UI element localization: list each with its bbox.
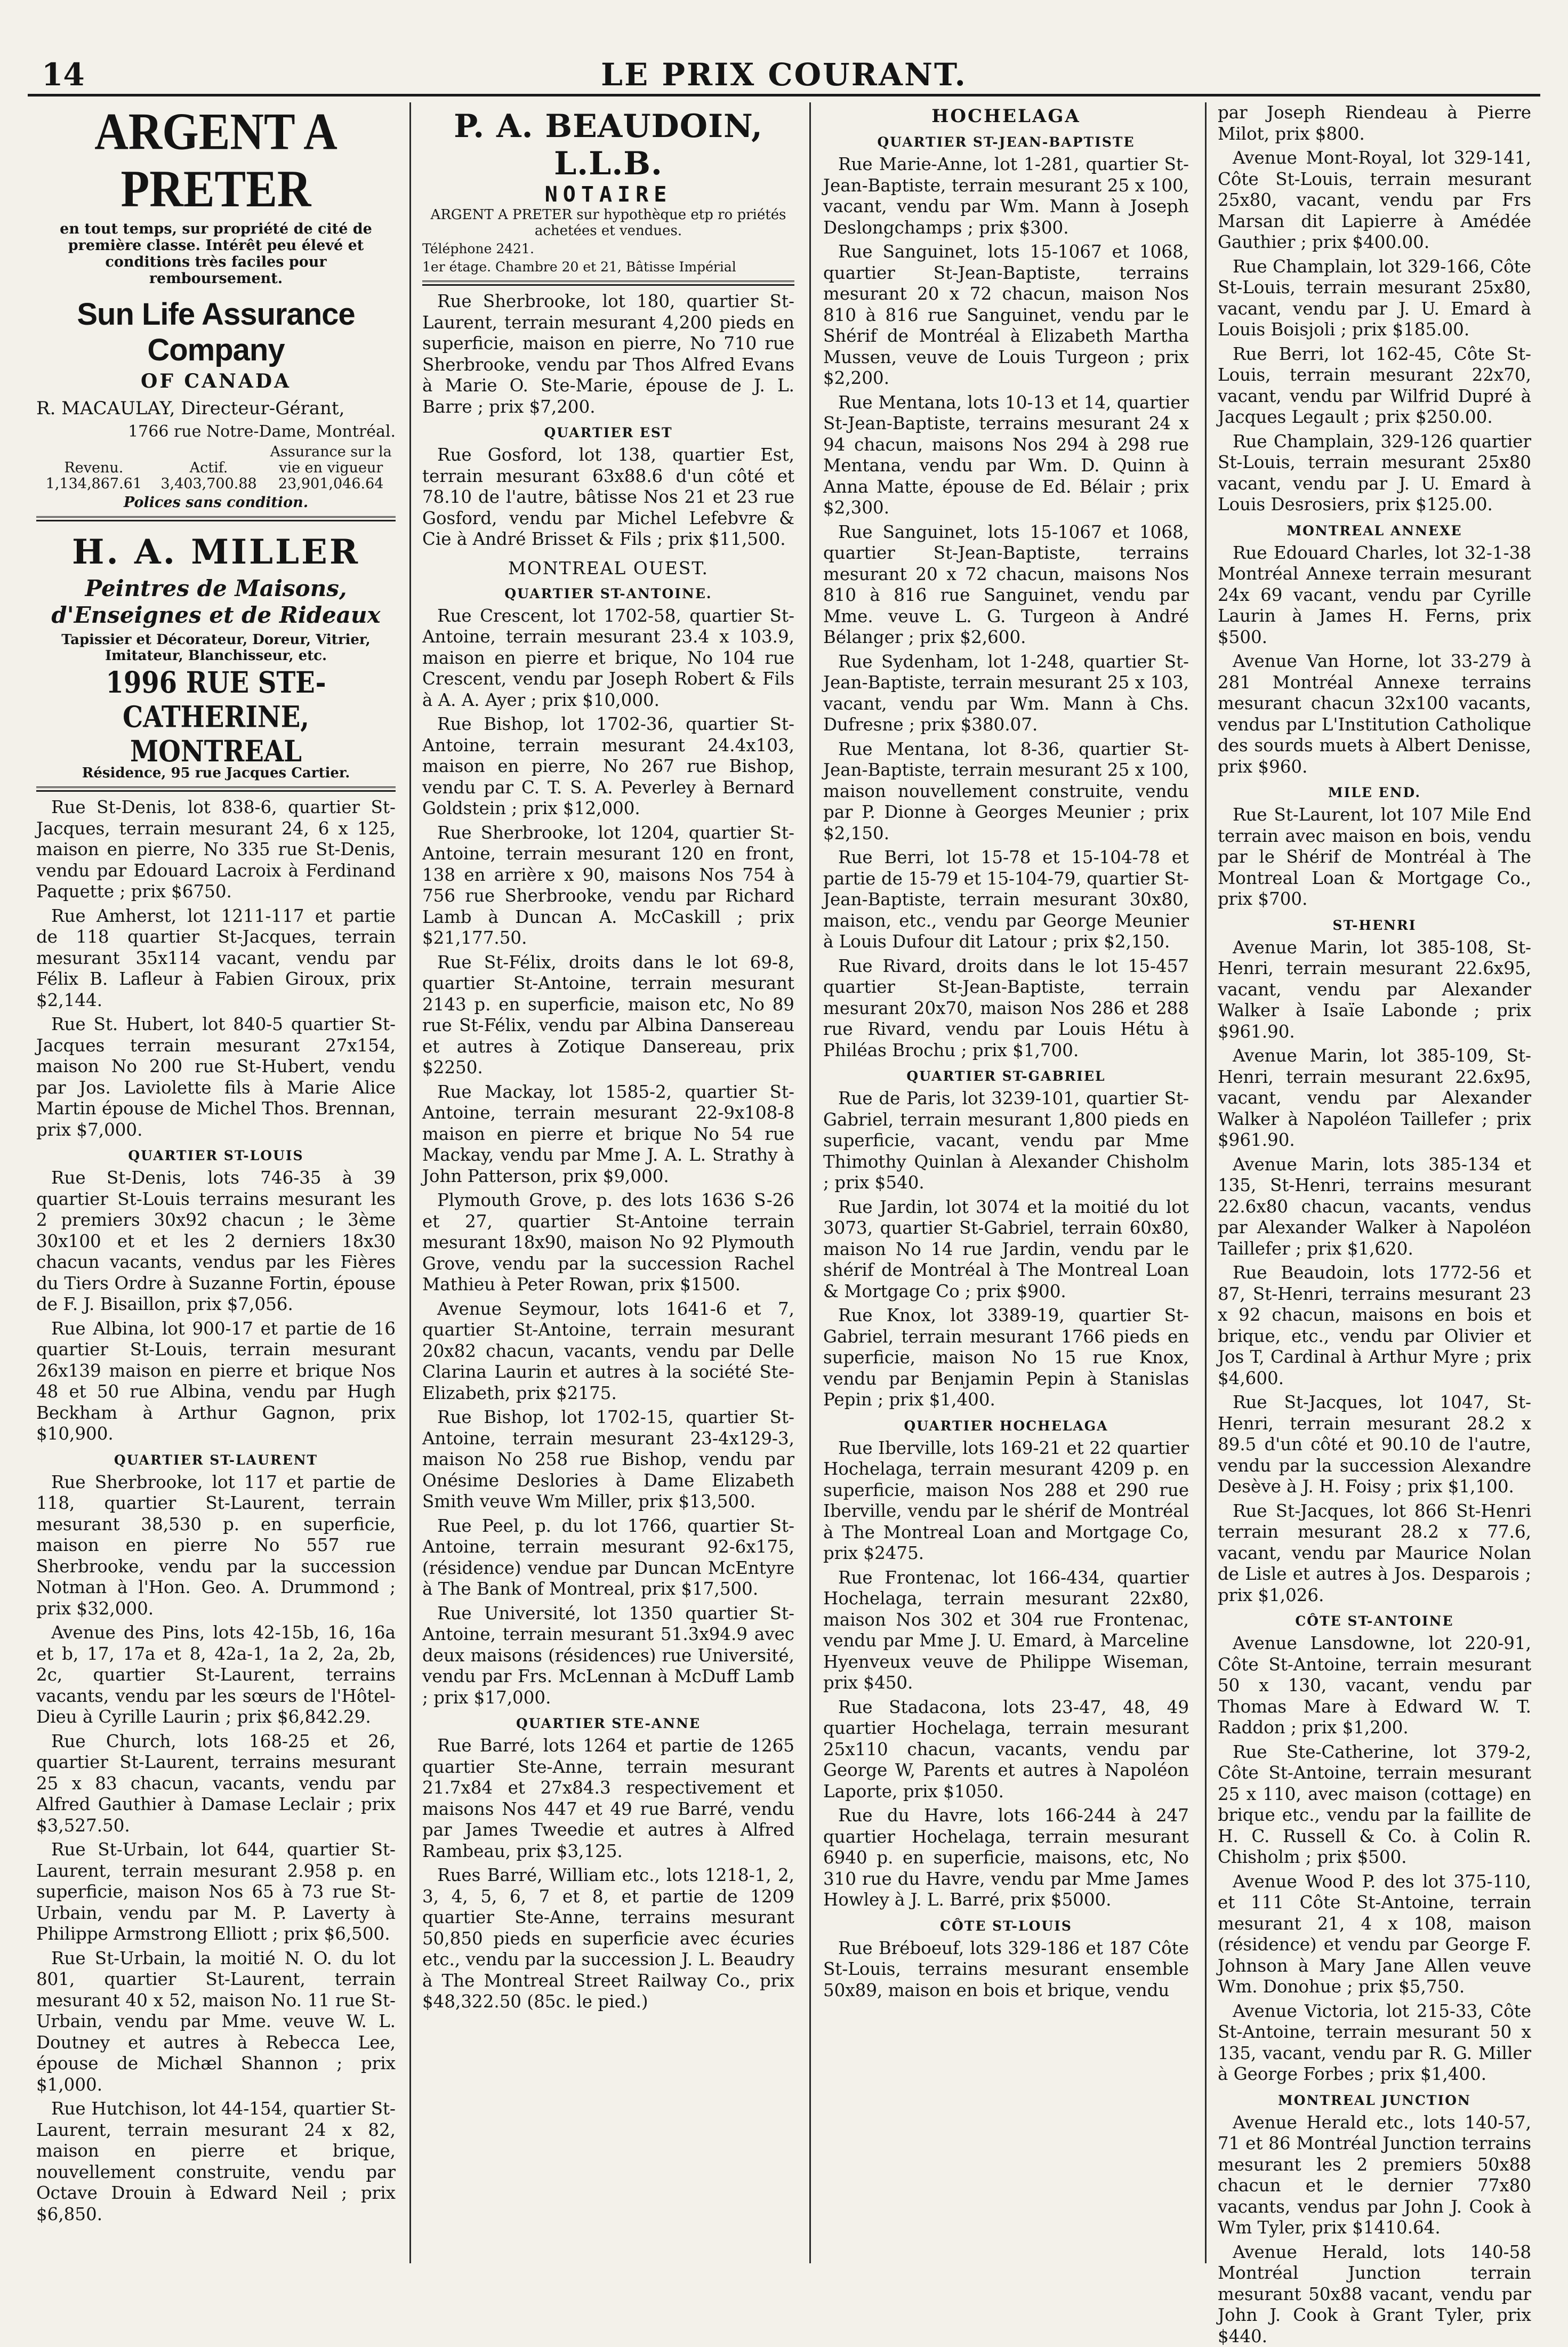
ad-text: en tout temps, sur propriété de cité de première classe. Intérêt peu élevé et conditions très faciles pour remboursement.: [41, 221, 391, 287]
ad-company-of: OF CANADA: [36, 370, 396, 392]
ad-headline: ARGENT A PRETER: [36, 103, 396, 218]
listing-entry: Plymouth Grove, p. des lots 1636 S-26 et 27, quartier St-Antoine terrain mesurant 18x90, maison No 92 Plymouth Grove, vendu par la succession Rachel Mathieu à Peter Rowan, prix $1500.: [422, 1190, 794, 1296]
listing-entry: Avenue Lansdowne, lot 220-91, Côte St-Antoine, terrain mesurant 50 x 130, vacant, vendu par Thomas Mare à Edward W. T. Raddon ; prix $1,200.: [1218, 1633, 1531, 1739]
beaudoin-title: NOTAIRE: [422, 182, 794, 207]
listing-entry: Rue Ste-Catherine, lot 379-2, Côte St-Antoine, terrain mesurant 25 x 110, avec maison (cottage) en brique etc., vendu par la faillite de H. C. Russell & Co. à Colin R. Chisholm ; prix $500.: [1218, 1742, 1531, 1868]
listing-entry: Rue St. Hubert, lot 840-5 quartier St-Jacques terrain mesurant 27x154, maison No 200 rue St-Hubert, vendu par Jos. Laviolette fils à Marie Alice Martin épouse de Michel Thos. Brennan, prix $7,000.: [36, 1014, 396, 1140]
listing-entry: Rue de Paris, lot 3239-101, quartier St-Gabriel, terrain mesurant 1,800 pieds en superficie, vacant, vendu par Mme Thimothy Quinlan à Alexander Chisholm ; prix $540.: [823, 1088, 1189, 1194]
listing-entry: Avenue Victoria, lot 215-33, Côte St-Antoine, terrain mesurant 50 x 135, vacant, vendu par R. G. Miller à George Forbes ; prix $1,400.: [1218, 2001, 1531, 2085]
fin-head-revenu: Revenu.: [36, 444, 151, 476]
ad-argent: [36, 110, 396, 511]
section-heading: QUARTIER STE-ANNE: [422, 1716, 794, 1731]
miller-sub: Tapissier et Décorateur, Doreur, Vitrier, Imitateur, Blanchisseur, etc.: [36, 632, 396, 664]
section-heading: QUARTIER ST-ANTOINE.: [422, 586, 794, 601]
listing-entry: Rue Sanguinet, lots 15-1067 et 1068, quartier St-Jean-Baptiste, terrains mesurant 20 x 72 chacun, maisons Nos 810 à 816 rue Sanguinet, vendu par Mme. veuve L. G. Turgeon à André Bélanger ; prix $2,600.: [823, 522, 1189, 648]
listing-entry: Rue Sydenham, lot 1-248, quartier St-Jean-Baptiste, terrain mesurant 25 x 103, vacant, vendu par Wm. Mann à Chs. Dufresne ; prix $380.07.: [823, 652, 1189, 736]
listing-entry: Rue St-Félix, droits dans le lot 69-8, quartier St-Antoine, terrain mesurant 2143 p. en superficie, maison etc, No 89 rue St-Félix, vendu par Albina Dansereau et autres à Zotique Dansereau, prix $2250.: [422, 952, 794, 1079]
district-heading: HOCHELAGA: [823, 106, 1189, 127]
listing-entry: Rue Champlain, lot 329-166, Côte St-Louis, terrain mesurant 25x80, vacant, vendu par J. U. Emard à Louis Boisjoli ; prix $185.00.: [1218, 256, 1531, 341]
ad-miller: [36, 532, 396, 781]
listing-entry: Avenue des Pins, lots 42-15b, 16, 16a et b, 17, 17a et 8, 42a-1, 1a 2, 2a, 2b, 2c, quartier St-Laurent, terrains vacants, vendu par les sœurs de l'Hôtel-Dieu à Cyrille Laurin ; prix $6,842.29.: [36, 1622, 396, 1728]
column-3: [815, 102, 1197, 2263]
listing-entry: Rue Jardin, lot 3074 et la moitié du lot 3073, quartier St-Gabriel, terrain 60x80, maison No 14 rue Jardin, vendu par le shérif de Montréal à The Montreal Loan & Mortgage Co ; prix $900.: [823, 1197, 1189, 1303]
listing-entry: Rue Rivard, droits dans le lot 15-457 quartier St-Jean-Baptiste, terrain mesurant 20x70, maison Nos 286 et 288 rue Rivard, vendu par Louis Hétu à Philéas Brochu ; prix $1,700.: [823, 956, 1189, 1062]
column-4-entries: [1218, 102, 1531, 2347]
section-heading: CÔTE ST-LOUIS: [823, 1918, 1189, 1934]
listing-entry: Rue Sherbrooke, lot 117 et partie de 118, quartier St-Laurent, terrain mesurant 38,530 p. en superficie, maison en pierre No 557 rue Sherbrooke, vendu par la succession Notman à l'Hon. Geo. A. Drummond ; prix $32,000.: [36, 1472, 396, 1620]
miller-address: 1996 RUE STE-CATHERINE, MONTREAL: [36, 665, 396, 768]
section-heading: MILE END.: [1218, 785, 1531, 800]
fin-val-revenu: 1,134,867.61: [36, 476, 151, 492]
section-heading: ST-HENRI: [1218, 918, 1531, 933]
listing-entry: Avenue Van Horne, lot 33-279 à 281 Montréal Annexe terrains mesurant chacun 32x100 vacants, vendus par L'Institution Catholique des sourds muets à Albert Denisse, prix $960.: [1218, 651, 1531, 777]
beaudoin-line: ARGENT A PRETER sur hypothèque etp ro priétés achetées et vendues.: [422, 207, 794, 239]
listing-entry: Rue Edouard Charles, lot 32-1-38 Montréal Annexe terrain mesurant 24x 69 vacant, vendu par Cyrille Laurin à James H. Ferns, prix $500.: [1218, 543, 1531, 648]
ad-address: 1766 rue Notre-Dame, Montréal.: [36, 422, 396, 441]
listing-entry: Rue St-Denis, lot 838-6, quartier St-Jacques, terrain mesurant 24, 6 x 125, maison en pierre, No 335 rue St-Denis, vendu par Edouard Lacroix à Ferdinand Paquette ; prix $6750.: [36, 797, 396, 903]
listing-entry: Rue Sanguinet, lots 15-1067 et 1068, quartier St-Jean-Baptiste, terrains mesurant 20 x 72 chacun, maison Nos 810 à 816 rue Sanguinet, vendu par le Shérif de Montréal à Elizabeth Martha Mussen, veuve de Louis Turgeon ; prix $2,200.: [823, 242, 1189, 389]
listing-entry: Rue Iberville, lots 169-21 et 22 quartier Hochelaga, terrain mesurant 4209 p. en superficie, maison Nos 288 et 290 rue Iberville, vendu par le shérif de Montréal à The Montreal Loan and Mortgage Co, prix $2475.: [823, 1438, 1189, 1564]
listing-entry: Rue du Havre, lots 166-244 à 247 quartier Hochelaga, terrain mesurant 6940 p. en superficie, maisons, etc, No 310 rue du Havre, vendu par Mme James Howley à J. L. Barré, prix $5000.: [823, 1805, 1189, 1911]
page-header: [28, 51, 1540, 94]
fin-head-actif: Actif.: [151, 444, 267, 476]
beaudoin-phone: Téléphone 2421.: [422, 241, 794, 257]
fin-val-assurance: 23,901,046.64: [266, 476, 396, 492]
fin-val-actif: 3,403,700.88: [151, 476, 267, 492]
listing-entry: Rue Sherbrooke, lot 180, quartier St-Laurent, terrain mesurant 4,200 pieds en superficie, maison en pierre, No 710 rue Sherbrooke, vendu par Thos Alfred Evans à Marie O. Ste-Marie, épouse de J. L. Barre ; prix $7,200.: [422, 291, 794, 417]
listing-entry: Rue Berri, lot 162-45, Côte St-Louis, terrain mesurant 22x70, vacant, vendu par Wilfrid Dupré à Jacques Legault ; prix $250.00.: [1218, 344, 1531, 428]
header-rule: [28, 94, 1540, 97]
listing-entry: Rue Crescent, lot 1702-58, quartier St-Antoine, terrain mesurant 23.4 x 103.9, maison en pierre et brique, No 104 rue Crescent, vendu par Joseph Robert & Fils à A. A. Ayer ; prix $10,000.: [422, 606, 794, 711]
listing-entry: Avenue Seymour, lots 1641-6 et 7, quartier St-Antoine, terrain mesurant 20x82 chacun, vacants, vendu par Delle Clarina Laurin et autres à la société Ste-Elizabeth, prix $2175.: [422, 1299, 794, 1404]
listing-entry: Rue Albina, lot 900-17 et partie de 16 quartier St-Louis, terrain mesurant 26x139 maison en pierre et brique Nos 48 et 50 rue Albina, vendu par Hugh Beckham à Arthur Gagnon, prix $10,900.: [36, 1319, 396, 1445]
listing-entry: Rue St-Urbain, la moitié N. O. du lot 801, quartier St-Laurent, terrain mesurant 40 x 52, maison No. 11 rue St-Urbain, vendu par Mme. veuve W. L. Doutney et autres à Rebecca Lee, épouse de Michæl Shannon ; prix $1,000.: [36, 1948, 396, 2096]
listing-entry: par Joseph Riendeau à Pierre Milot, prix $800.: [1218, 102, 1531, 144]
section-heading: MONTREAL JUNCTION: [1218, 2093, 1531, 2108]
listing-entry: Rue Bréboeuf, lots 329-186 et 187 Côte St-Louis, terrains mesurant ensemble 50x89, maison en bois et brique, vendu: [823, 1938, 1189, 2002]
section-heading: QUARTIER ST-GABRIEL: [823, 1068, 1189, 1084]
listing-entry: Avenue Marin, lot 385-108, St-Henri, terrain mesurant 22.6x95, vacant, vendu par Alexander Walker à Isaïe Labonde ; prix $961.90.: [1218, 937, 1531, 1043]
beaudoin-name: P. A. BEAUDOIN, L.L.B.: [422, 108, 794, 182]
ad-director: R. MACAULAY, Directeur-Gérant,: [36, 398, 396, 419]
section-heading: QUARTIER ST-LOUIS: [36, 1148, 396, 1163]
fin-head-assurance: Assurance sur la vie en vigueur: [266, 444, 396, 476]
listing-entry: Avenue Herald etc., lots 140-57, 71 et 86 Montréal Junction terrains mesurant les 2 premiers 50x88 chacun et le dernier 77x80 vacants, vendus par John J. Cook à Wm Tyler, prix $1410.64.: [1218, 2112, 1531, 2239]
listing-entry: Rue Frontenac, lot 166-434, quartier Hochelaga, terrain mesurant 22x80, maison Nos 302 et 304 rue Frontenac, vendu par Mme J. U. Emard, à Marceline Hyenveux veuve de Philippe Wiseman, prix $450.: [823, 1568, 1189, 1694]
listing-entry: Avenue Marin, lots 385-134 et 135, St-Henri, terrains mesurant 22.6x80 chacun, vacants, vendus par Alexander Walker à Napoléon Taillefer ; prix $1,620.: [1218, 1154, 1531, 1260]
miller-trade: Peintres de Maisons, d'Enseignes et de Rideaux: [36, 575, 396, 629]
listing-entry: Rue Sherbrooke, lot 1204, quartier St-Antoine, terrain mesurant 120 en front, 138 en arrière x 90, maisons Nos 754 à 756 rue Sherbrooke, vendu par Richard Lamb à Duncan A. McCaskill ; prix $21,177.50.: [422, 823, 794, 949]
section-heading: QUARTIER EST: [422, 425, 794, 440]
section-heading: QUARTIER ST-JEAN-BAPTISTE: [823, 134, 1189, 150]
listing-entry: Rue St-Denis, lots 746-35 à 39 quartier St-Louis terrains mesurant les 2 premiers 30x92 chacun ; le 3ème 30x100 et et les 2 derniers 18x30 chacun vacants, vendus par les Fières du Tiers Ordre à Suzanne Fortin, épouse de F. J. Bisaillon, prix $7,056.: [36, 1168, 396, 1315]
page-number: 14: [42, 57, 85, 93]
listing-entry: Rue Knox, lot 3389-19, quartier St-Gabriel, terrain mesurant 1766 pieds en superficie, maison No 15 rue Knox, vendu par Benjamin Pepin à Stanislas Pepin ; prix $1,400.: [823, 1305, 1189, 1411]
listing-entry: Rue Bishop, lot 1702-36, quartier St-Antoine, terrain mesurant 24.4x103, maison en pierre, No 267 rue Bishop, vendu par C. T. S. A. Peverley à Bernard Goldstein ; prix $12,000.: [422, 714, 794, 819]
listing-entry: Rue Mentana, lot 8-36, quartier St-Jean-Baptiste, terrain mesurant 25 x 100, maison nouvellement construite, vendu par P. Dionne à Georges Meunier ; prix $2,150.: [823, 739, 1189, 845]
listing-entry: Rue Bishop, lot 1702-15, quartier St-Antoine, terrain mesurant 23-4x129-3, maison No 258 rue Bishop, vendu par Onésime Deslories à Dame Elizabeth Smith veuve Wm Miller, prix $13,500.: [422, 1407, 794, 1513]
miller-residence: Résidence, 95 rue Jacques Cartier.: [36, 765, 396, 781]
ad-financials: [36, 444, 396, 492]
column-1: [28, 102, 404, 2263]
listing-entry: Rues Barré, William etc., lots 1218-1, 2, 3, 4, 5, 6, 7 et 8, et partie de 1209 quartier Ste-Anne, terrains mesurant 50,850 pieds en superficie avec écuries etc., vendu par la succession J. L. Beaudry à The Montreal Street Railway Co., prix $48,322.50 (85c. le pied.): [422, 1865, 794, 2013]
listing-entry: Rue Champlain, 329-126 quartier St-Louis, terrain mesurant 25x80 vacant, vendu par J. U. Emard à Louis Desrosiers, prix $125.00.: [1218, 431, 1531, 516]
beaudoin-office: 1er étage. Chambre 20 et 21, Bâtisse Impérial: [422, 259, 794, 275]
listing-entry: Rue Amherst, lot 1211-117 et partie de 118 quartier St-Jacques, terrain mesurant 35x114 vacant, vendu par Félix B. Lafleur à Fabien Giroux, prix $2,144.: [36, 906, 396, 1011]
listing-entry: Rue St-Jacques, lot 1047, St-Henri, terrain mesurant 28.2 x 89.5 d'un côté et 90.10 de l'autre, vendu par la succession Alexandre Desève à J. H. Foisy ; prix $1,100.: [1218, 1392, 1531, 1498]
listing-entry: Avenue Marin, lot 385-109, St-Henri, terrain mesurant 22.6x95, vacant, vendu par Alexander Walker à Napoléon Taillefer ; prix $961.90.: [1218, 1046, 1531, 1151]
listing-entry: Rue Peel, p. du lot 1766, quartier St-Antoine, terrain mesurant 92-6x175, (résidence) vendue par Duncan McEntyre à The Bank of Montreal, prix $17,500.: [422, 1516, 794, 1600]
listing-entry: Avenue Wood P. des lot 375-110, et 111 Côte St-Antoine, terrain mesurant 21, 4 x 108, maison (résidence) et vendu par George F. Johnson à Mary Jane Allen veuve Wm. Donohue ; prix $5,750.: [1218, 1871, 1531, 1998]
listing-entry: Rue Université, lot 1350 quartier St-Antoine, terrain mesurant 51.3x94.9 avec deux maisons (résidences) rue Université, vendu par Frs. McLennan à McDuff Lamb ; prix $17,000.: [422, 1603, 794, 1709]
district-heading: MONTREAL OUEST.: [422, 558, 794, 578]
listing-entry: Rue Barré, lots 1264 et partie de 1265 quartier Ste-Anne, terrain mesurant 21.7x84 et 27x84.3 respectivement et maisons Nos 447 et 49 rue Barré, vendu par James Tweedie et autres à Alfred Rambeau, prix $3,125.: [422, 1735, 794, 1862]
listing-entry: Rue St-Laurent, lot 107 Mile End terrain avec maison en bois, vendu par le Shérif de Montréal à The Montreal Loan & Mortgage Co., prix $700.: [1218, 805, 1531, 910]
ad-beaudoin: [422, 108, 794, 275]
column-2: [414, 102, 803, 2263]
ad-note: Polices sans condition.: [36, 494, 396, 511]
section-heading: CÔTE ST-ANTOINE: [1218, 1613, 1531, 1629]
listing-entry: Rue Church, lots 168-25 et 26, quartier St-Laurent, terrains mesurant 25 x 83 chacun, vacants, vendu par Alfred Gauthier à Damase Leclair ; prix $3,527.50.: [36, 1731, 396, 1837]
column-4: [1209, 102, 1540, 2263]
section-heading: QUARTIER HOCHELAGA: [823, 1418, 1189, 1434]
listing-entry: Avenue Herald, lots 140-58 Montréal Junction terrain mesurant 50x88 vacant, vendu par John J. Cook à Grant Tyler, prix $440.: [1218, 2242, 1531, 2347]
ad-rule: [36, 516, 396, 521]
column-1-entries: [36, 797, 396, 2225]
ad-rule: [36, 786, 396, 792]
ad-company: Sun Life Assurance Company: [36, 296, 396, 368]
ad-rule: [422, 280, 794, 286]
column-2-entries: [422, 291, 794, 2013]
listing-entry: Avenue Mont-Royal, lot 329-141, Côte St-Louis, terrain mesurant 25x80, vacant, vendu par Frs Marsan dit Lapierre à Amédée Gauthier ; prix $400.00.: [1218, 148, 1531, 253]
listing-entry: Rue Berri, lot 15-78 et 15-104-78 et partie de 15-79 et 15-104-79, quartier St-Jean-Baptiste, terrain mesurant 30x80, maison, etc., vendu par George Meunier à Louis Dufour dit Latour ; prix $2,150.: [823, 847, 1189, 953]
newspaper-title: LE PRIX COURANT.: [28, 57, 1540, 93]
listing-entry: Rue Gosford, lot 138, quartier Est, terrain mesurant 63x88.6 d'un côté et 78.10 de l'autre, bâtisse Nos 21 et 23 rue Gosford, vendu par Michel Lefebvre & Cie à André Brisset & Fils ; prix $11,500.: [422, 445, 794, 550]
listing-entry: Rue Marie-Anne, lot 1-281, quartier St-Jean-Baptiste, terrain mesurant 25 x 100, vacant, vendu par Wm. Mann à Joseph Deslongchamps ; prix $300.: [823, 154, 1189, 238]
column-3-entries: [823, 106, 1189, 2001]
listing-entry: Rue Beaudoin, lots 1772-56 et 87, St-Henri, terrains mesurant 23 x 92 chacun, maisons en bois et brique, etc., vendu par Olivier et Jos T, Cardinal à Arthur Myre ; prix $4,600.: [1218, 1263, 1531, 1389]
listing-entry: Rue Stadacona, lots 23-47, 48, 49 quartier Hochelaga, terrain mesurant 25x110 chacun, vacants, vendu par George W, Parents et autres à Napoléon Laporte, prix $1050.: [823, 1697, 1189, 1803]
listing-entry: Rue Mentana, lots 10-13 et 14, quartier St-Jean-Baptiste, terrains mesurant 24 x 94 chacun, maisons Nos 294 à 298 rue Mentana, vendu par Wm. D. Quinn à Anna Matte, épouse de Ed. Bélair ; prix $2,300.: [823, 392, 1189, 519]
listing-entry: Rue Hutchison, lot 44-154, quartier St-Laurent, terrain mesurant 24 x 82, maison en pierre et brique, nouvellement construite, vendu par Octave Drouin à Edward Neil ; prix $6,850.: [36, 2099, 396, 2225]
listing-entry: Rue St-Urbain, lot 644, quartier St-Laurent, terrain mesurant 2.958 p. en superficie, maison Nos 65 à 73 rue St-Urbain, vendu par M. P. Laverty à Philippe Armstrong Elliott ; prix $6,500.: [36, 1839, 396, 1945]
section-heading: QUARTIER ST-LAURENT: [36, 1452, 396, 1468]
section-heading: MONTREAL ANNEXE: [1218, 523, 1531, 538]
listing-entry: Rue St-Jacques, lot 866 St-Henri terrain mesurant 28.2 x 77.6, vacant, vendu par Maurice Nolan de Lisle et autres à Jos. Desparois ; prix $1,026.: [1218, 1501, 1531, 1606]
listing-entry: Rue Mackay, lot 1585-2, quartier St-Antoine, terrain mesurant 22-9x108-8 maison en pierre et brique No 54 rue Mackay, vendu par Mme J. A. L. Strathy à John Patterson, prix $9,000.: [422, 1082, 794, 1187]
miller-name: H. A. MILLER: [36, 532, 396, 572]
